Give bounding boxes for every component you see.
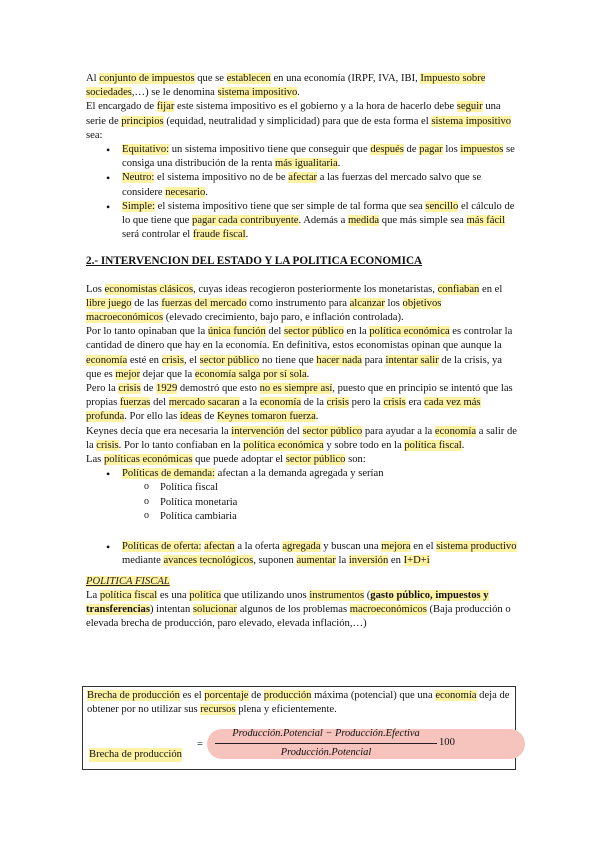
tax-principles-list (86, 143, 518, 242)
highlighted-text: sistema impositivo (217, 87, 298, 99)
highlighted-text: economistas clásicos (104, 283, 194, 295)
fraction-bar (215, 743, 437, 744)
highlighted-text: agregada (282, 541, 321, 553)
text-run: . Además a (298, 215, 348, 227)
text-run: como instrumento para (246, 297, 350, 309)
highlighted-text: sistema impositivo (431, 115, 512, 127)
highlighted-text: instrumentos (309, 589, 365, 601)
highlighted-text: 1929 (156, 383, 178, 395)
highlighted-text: afectan (204, 541, 235, 553)
text-run: . (461, 439, 465, 451)
highlighted-text: cada vez más profunda (86, 397, 481, 423)
definition-box (82, 686, 516, 770)
text-run: en el (479, 283, 503, 295)
highlighted-text: Neutro: (122, 172, 155, 184)
text-run: esté en (127, 354, 162, 366)
policy-types-list (86, 467, 518, 568)
highlighted-text: más igualitaria (274, 158, 338, 170)
highlighted-text: crisis (161, 354, 184, 366)
text-run: el sistema impositivo tiene que ser simple de tal forma que sea (154, 200, 426, 212)
highlighted-text: políticas económicas (103, 454, 193, 466)
highlighted-text: crisis (118, 383, 141, 395)
text-run: los (384, 297, 403, 309)
highlighted-text: economía (435, 690, 477, 701)
document-body (86, 72, 518, 631)
sub-item: o Política monetaria (160, 496, 518, 510)
text-run: del (284, 425, 303, 437)
highlighted-text: crisis (383, 397, 406, 409)
highlighted-text: después (370, 144, 404, 156)
demand-text (122, 468, 384, 479)
highlighted-text: intentar salir (385, 354, 439, 366)
highlighted-text: economía (259, 397, 302, 409)
highlighted-text: fijar (156, 101, 175, 113)
text-run: , cuyas ideas recogieron posteriormente los monetaristas, (193, 283, 438, 295)
highlighted-text: medida (347, 215, 380, 227)
highlighted-text: economía salga por sí sola (194, 368, 307, 380)
text-run: en una economía (IRPF, IVA, IBI, (270, 73, 421, 84)
highlighted-text: fraude fiscal (192, 229, 246, 241)
highlighted-text: confiaban (437, 283, 480, 295)
section2-paragraph-1 (86, 283, 518, 326)
text-run: una serie de (86, 101, 501, 127)
text-run: que utilizando unos (221, 589, 310, 601)
text-run: afectan a la demanda agregada y serían (214, 468, 384, 480)
formula (87, 727, 507, 767)
text-run: La (86, 589, 100, 601)
text-run: , puesto que en principio se intentó que las propias (86, 383, 513, 409)
highlighted-text: Impuesto sobre sociedades (86, 73, 486, 99)
highlighted-text: objetivos macroeconómicos (86, 297, 442, 324)
demand-sub-list (122, 481, 518, 524)
highlighted-text: Brecha de producción (87, 690, 180, 701)
text-run: . (205, 186, 208, 198)
text-run: . (337, 158, 341, 170)
highlighted-text: sector público (199, 354, 260, 366)
text-run: (Baja producción o elevada brecha de producción, paro elevado, elevada inflación,…) (86, 603, 511, 630)
text-run: (elevado crecimiento, bajo paro, e inflación controlada). (163, 312, 404, 324)
highlighted-text: macroeconómicos (349, 603, 427, 615)
text-run: del (150, 397, 169, 409)
text-run: que más simple sea (379, 215, 467, 227)
text-run: Pero la (86, 383, 119, 395)
highlighted-text: mercado sacaran (168, 397, 240, 409)
highlighted-text: política fiscal (99, 589, 158, 601)
highlighted-text: mejor (115, 368, 141, 380)
highlighted-text: pagar (419, 144, 443, 156)
text-run: no tiene que (259, 354, 317, 366)
list-item-simple (122, 200, 518, 243)
text-run: ,…) se le denomina (131, 87, 218, 99)
highlighted-text: política (189, 589, 222, 601)
highlighted-text: Keynes tomaron fuerza (216, 411, 316, 423)
definition-text (87, 689, 511, 717)
text-run: de la (301, 397, 327, 409)
formula-multiplier: 100 (439, 737, 455, 748)
intro-paragraph-1 (86, 72, 518, 100)
highlighted-text: más fácil (466, 215, 506, 227)
highlighted-text: conjunto de impuestos (99, 73, 195, 84)
section-heading: 2.- INTERVENCION DEL ESTADO Y LA POLITICA ECONOMICA (86, 255, 423, 268)
text-run: mediante (122, 555, 164, 567)
list-item-equitativo (122, 143, 518, 171)
text-run: pero la (349, 397, 384, 409)
text-run: . (306, 368, 310, 380)
text-run: y sobre todo en la (323, 439, 405, 451)
text-run: . (245, 229, 249, 241)
text-run: son: (345, 454, 366, 466)
highlighted-text: inversión (348, 555, 389, 567)
text-run: . (297, 87, 300, 99)
highlighted-text: establecen (226, 73, 271, 84)
highlighted-text: no es siempre así (259, 383, 333, 395)
text-run: de (403, 144, 420, 156)
text-run: Keynes decía que era necesaria la (86, 425, 232, 437)
subsection-heading-text: POLITICA FISCAL (86, 575, 170, 587)
text-run: que se (194, 73, 227, 84)
text-run: de (140, 383, 157, 395)
formula-equals: = (197, 739, 203, 750)
highlighted-text: solucionar (192, 603, 238, 615)
text-run: a las fuerzas del mercado salvo que se considere (122, 172, 482, 198)
text-run: , suponen (253, 555, 297, 567)
text-run: Al (86, 73, 100, 84)
section2-paragraph-4 (86, 425, 518, 453)
text-run: . Por ello las (124, 411, 180, 423)
highlighted-text: gasto público, impuestos y transferencias (86, 589, 489, 615)
text-run: de (248, 690, 264, 701)
highlighted-text: Políticas de oferta: (122, 541, 202, 553)
highlighted-text: hacer nada (316, 354, 362, 366)
highlighted-text: fuerzas del mercado (161, 297, 247, 309)
text-run: en el (410, 541, 437, 553)
text-run: la (335, 555, 349, 567)
intro-paragraph-2 (86, 100, 518, 143)
text-run: ) intentan (149, 603, 193, 615)
text-run: el cálculo de lo que tiene que (122, 200, 515, 227)
highlighted-text: porcentaje (204, 690, 249, 701)
highlighted-text: sector público (284, 326, 344, 338)
text-run: de las (131, 297, 162, 309)
highlighted-text: política económica (243, 439, 324, 451)
highlighted-text: aumentar (296, 555, 336, 567)
subsection-heading (86, 575, 518, 589)
highlighted-text: recursos (200, 704, 236, 716)
highlighted-text: I+D+i (403, 555, 430, 567)
text-run: . Por lo tanto confiaban en la (118, 439, 244, 451)
text-run: será controlar el (122, 229, 193, 241)
text-run: máxima (potencial) que una (311, 690, 436, 701)
highlighted-text: impuestos (460, 144, 504, 156)
text-run: es el (179, 690, 205, 701)
text-run: (equidad, neutralidad y simplicidad) para que de esta forma el (163, 115, 432, 127)
highlighted-text: fuerzas (119, 397, 151, 409)
text-run: del (265, 326, 285, 338)
fiscal-paragraph (86, 589, 518, 632)
highlighted-text: seguir (456, 101, 483, 113)
formula-numerator: Producción.Potencial − Producción.Efectiva (232, 728, 420, 739)
highlighted-text: sencillo (425, 200, 459, 212)
sub-item: o Política fiscal (160, 481, 518, 495)
highlighted-text: pagar cada contribuyente (192, 215, 299, 227)
text-run: de la crisis, ya que es (86, 354, 502, 380)
highlighted-text: sistema productivo (436, 541, 517, 553)
formula-denominator: Producción.Potencial (280, 747, 372, 758)
section2-paragraph-5 (86, 453, 518, 467)
highlighted-text: mejora (381, 541, 411, 553)
highlighted-text: producción (263, 690, 312, 701)
highlighted-text: ideas (179, 411, 202, 423)
text-run: sea: (86, 129, 103, 141)
text-run: es controlar la cantidad de dinero que hay en la economía. En definitiva, estos economistas opinan que aunque la (86, 326, 513, 352)
text-run: , el (183, 354, 200, 366)
highlighted-text: sector público (302, 425, 363, 437)
text-run: este sistema impositivo es el gobierno y a la hora de hacerlo debe (174, 101, 457, 113)
text-run: el sistema impositivo no de be (154, 172, 289, 184)
text-run: en la (343, 326, 370, 338)
highlighted-text: intervención (231, 425, 285, 437)
text-run: . (315, 411, 319, 423)
highlighted-text: sector público (285, 454, 346, 466)
text-run: a la (239, 397, 260, 409)
list-item-neutro (122, 171, 518, 199)
text-run: para (361, 354, 386, 366)
text-run: es una (157, 589, 190, 601)
highlighted-text: Simple: (122, 200, 155, 212)
formula-label: Brecha de producción (89, 748, 182, 762)
highlighted-text: libre juego (86, 297, 132, 309)
text-run: Por lo tanto opinaban que la (86, 326, 208, 338)
text-run: ( (364, 589, 371, 601)
highlighted-text: crisis (96, 439, 119, 451)
text-run: de (201, 411, 217, 423)
sub-item: o Política cambiaria (160, 510, 518, 524)
highlighted-text: avances tecnológicos (163, 555, 254, 567)
text-run: que puede adoptar el (192, 454, 286, 466)
list-item-demand (122, 467, 518, 524)
text-run: era (405, 397, 425, 409)
list-item-supply (122, 540, 518, 568)
highlighted-text: necesario (165, 186, 206, 198)
formula-fraction (215, 727, 437, 760)
highlighted-text: economía (434, 425, 477, 437)
text-run: a salir de la (86, 425, 517, 451)
text-run: El encargado de (86, 101, 157, 113)
text-run: plena y eficientemente. (235, 704, 337, 716)
text-run: Las (86, 454, 104, 466)
highlighted-text: política económica (369, 326, 450, 338)
highlighted-text: economía (86, 354, 128, 366)
highlighted-text: principios (121, 115, 164, 127)
highlighted-text: única función (207, 326, 266, 338)
section2-paragraph-3 (86, 382, 518, 425)
text-run: Los (86, 283, 105, 295)
text-run: y buscan una (320, 541, 382, 553)
text-run: deja de obtener por no utilizar sus (87, 690, 510, 716)
section2-paragraph-2 (86, 325, 518, 382)
highlighted-text: Políticas de demanda: (122, 468, 215, 480)
text-run: los (442, 144, 461, 156)
text-run: en (388, 555, 404, 567)
text-run: algunos de los problemas (237, 603, 350, 615)
text-run: a la oferta (234, 541, 283, 553)
highlighted-text: afectar (288, 172, 318, 184)
highlighted-text: política fiscal (404, 439, 462, 451)
text-run: un sistema impositivo tiene que conseguir que (169, 144, 371, 156)
highlighted-text: alcanzar (349, 297, 385, 309)
highlighted-text: crisis (326, 397, 350, 409)
text-run: demostró que esto (177, 383, 260, 395)
text-run: dejar que la (140, 368, 195, 380)
highlighted-text: Equitativo: (122, 144, 170, 156)
text-run: se consiga una distribución de la renta (122, 144, 515, 170)
text-run: para ayudar a la (362, 425, 435, 437)
